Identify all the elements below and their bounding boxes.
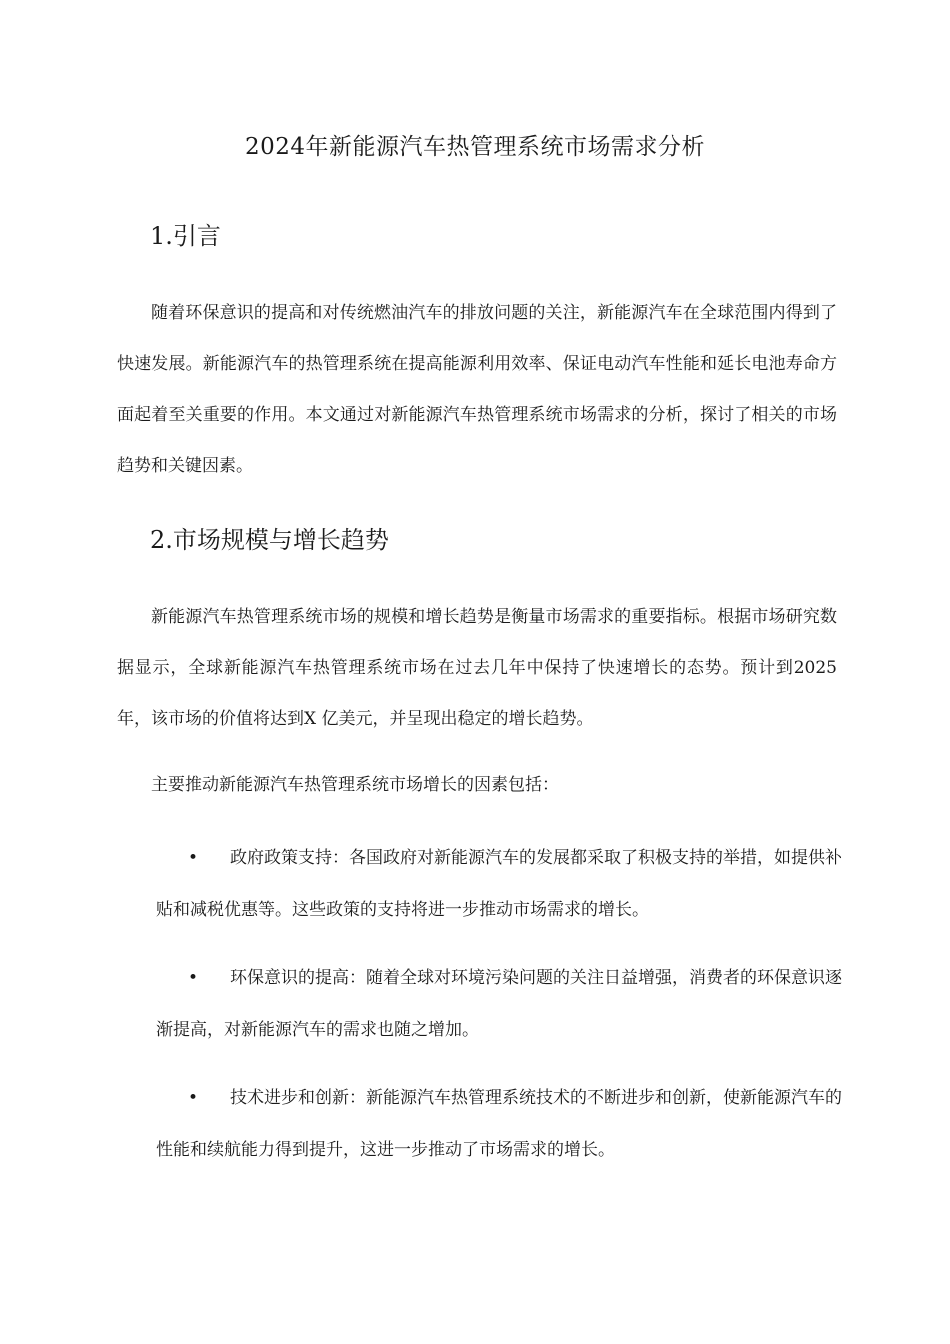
list-item: [156, 1072, 846, 1176]
bullet-icon: •: [188, 848, 199, 868]
list-item-text: 环保意识的提高：随着全球对环境污染问题的关注日益增强，消费者的环保意识逐渐提高，对新能源汽车的需求也随之增加。: [156, 968, 842, 1040]
list-item: [156, 952, 846, 1056]
list-item: [156, 832, 846, 936]
growth-factors-intro: 主要推动新能源汽车热管理系统市场增长的因素包括：: [151, 775, 559, 795]
introduction-paragraph: 随着环保意识的提高和对传统燃油汽车的排放问题的关注，新能源汽车在全球范围内得到了快速发展。新能源汽车的热管理系统在提高能源利用效率、保证电动汽车性能和延长电池寿命方面起着至关重要的作用。本文通过对新能源汽车热管理系统市场需求的分析，探讨了相关的市场趋势和关键因素。: [117, 303, 837, 476]
section-heading-market-size: 2.市场规模与增长趋势: [150, 526, 389, 554]
list-item-text: 技术进步和创新：新能源汽车热管理系统技术的不断进步和创新，使新能源汽车的性能和续航能力得到提升，这进一步推动了市场需求的增长。: [156, 1088, 842, 1160]
bullet-icon: •: [188, 1088, 199, 1108]
bullet-icon: •: [188, 968, 199, 988]
list-item-text: 政府政策支持：各国政府对新能源汽车的发展都采取了积极支持的举措，如提供补贴和减税优惠等。这些政策的支持将进一步推动市场需求的增长。: [156, 848, 842, 920]
section-heading-introduction: 1.引言: [150, 222, 221, 250]
market-size-paragraph: 新能源汽车热管理系统市场的规模和增长趋势是衡量市场需求的重要指标。根据市场研究数据显示，全球新能源汽车热管理系统市场在过去几年中保持了快速增长的态势。预计到2025 年，该市场的价值将达到X 亿美元，并呈现出稳定的增长趋势。: [117, 607, 837, 729]
document-title: 2024年新能源汽车热管理系统市场需求分析: [244, 134, 706, 160]
